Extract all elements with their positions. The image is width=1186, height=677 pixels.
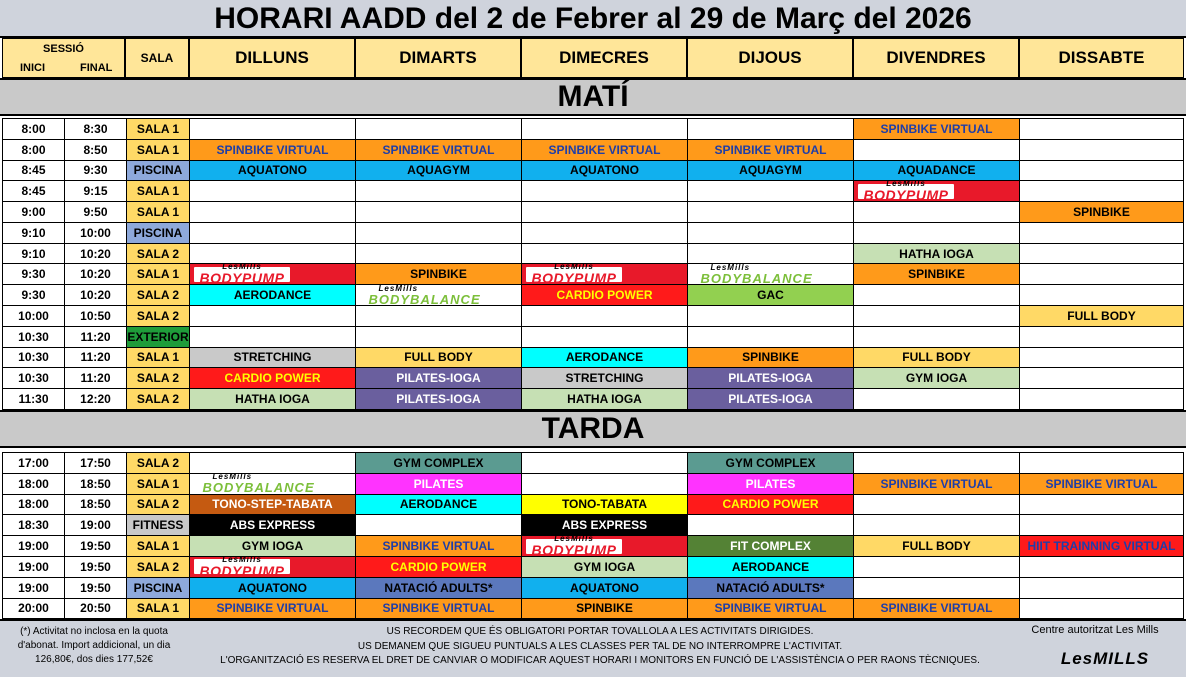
class-slot: SPINBIKE VIRTUAL bbox=[521, 139, 688, 161]
room-cell: SALA 1 bbox=[126, 347, 190, 369]
empty-slot bbox=[1019, 263, 1184, 285]
class-slot: SPINBIKE VIRTUAL bbox=[189, 598, 356, 620]
end-time: 19:50 bbox=[64, 556, 127, 578]
class-slot: PILATES-IOGA bbox=[355, 388, 522, 410]
start-time: 10:30 bbox=[2, 347, 65, 369]
empty-slot bbox=[355, 243, 522, 265]
start-time: 19:00 bbox=[2, 577, 65, 599]
empty-slot bbox=[1019, 326, 1184, 348]
class-slot: CARDIO POWER bbox=[355, 556, 522, 578]
room-cell: PISCINA bbox=[126, 577, 190, 599]
footer-notice-line: US DEMANEM QUE SIGUEU PUNTUALS A LES CLASSES PER TAL DE NO INTERROMPRE L'ACTIVITAT. bbox=[357, 640, 843, 652]
empty-slot bbox=[521, 305, 688, 327]
morning-row bbox=[2, 243, 1184, 265]
empty-slot bbox=[521, 326, 688, 348]
class-slot: GYM IOGA bbox=[521, 556, 688, 578]
class-slot-bodypump bbox=[189, 556, 356, 578]
morning-row bbox=[2, 367, 1184, 389]
room-cell: SALA 1 bbox=[126, 598, 190, 620]
morning-section-label: MATÍ bbox=[0, 78, 1186, 116]
class-slot: GYM IOGA bbox=[853, 367, 1020, 389]
room-cell: SALA 1 bbox=[126, 535, 190, 557]
start-time: 8:00 bbox=[2, 139, 65, 161]
empty-slot bbox=[189, 118, 356, 140]
room-cell: SALA 1 bbox=[126, 180, 190, 202]
room-cell: SALA 1 bbox=[126, 118, 190, 140]
class-slot: AERODANCE bbox=[521, 347, 688, 369]
start-time: 9:00 bbox=[2, 201, 65, 223]
empty-slot bbox=[1019, 222, 1184, 244]
empty-slot bbox=[1019, 598, 1184, 620]
empty-slot bbox=[521, 201, 688, 223]
class-slot: PILATES-IOGA bbox=[355, 367, 522, 389]
authorized-center-text: Centre autoritzat Les Mills bbox=[1031, 624, 1159, 636]
room-cell: SALA 1 bbox=[126, 201, 190, 223]
empty-slot bbox=[853, 577, 1020, 599]
morning-row bbox=[2, 284, 1184, 306]
afternoon-row bbox=[2, 473, 1184, 495]
class-slot: TONO-STEP-TABATA bbox=[189, 494, 356, 516]
footer-notices bbox=[190, 625, 1010, 669]
empty-slot bbox=[189, 201, 356, 223]
footer-note-line: d'abonat. Import addicional, un dia bbox=[17, 640, 171, 651]
bodybalance-logo bbox=[701, 264, 841, 285]
day-header-dijous: DIJOUS bbox=[687, 38, 853, 78]
class-slot-bodypump bbox=[521, 263, 688, 285]
class-slot: NATACIÓ ADULTS* bbox=[687, 577, 854, 599]
empty-slot bbox=[687, 326, 854, 348]
afternoon-row bbox=[2, 556, 1184, 578]
start-time: 18:00 bbox=[2, 494, 65, 516]
empty-slot bbox=[1019, 118, 1184, 140]
class-slot-bodypump bbox=[853, 180, 1020, 202]
class-slot: SPINBIKE VIRTUAL bbox=[853, 598, 1020, 620]
class-slot: FULL BODY bbox=[1019, 305, 1184, 327]
empty-slot bbox=[521, 473, 688, 495]
logo-program-text: BODYPUMP bbox=[531, 542, 617, 557]
class-slot: FIT COMPLEX bbox=[687, 535, 854, 557]
end-time: 11:20 bbox=[64, 347, 127, 369]
afternoon-row bbox=[2, 452, 1184, 474]
morning-row bbox=[2, 201, 1184, 223]
start-time: 9:30 bbox=[2, 284, 65, 306]
afternoon-section-label: TARDA bbox=[0, 410, 1186, 448]
empty-slot bbox=[853, 201, 1020, 223]
empty-slot bbox=[853, 388, 1020, 410]
empty-slot bbox=[687, 118, 854, 140]
bodypump-logo bbox=[194, 556, 290, 578]
class-slot: PILATES bbox=[355, 473, 522, 495]
afternoon-row bbox=[2, 535, 1184, 557]
empty-slot bbox=[687, 180, 854, 202]
class-slot: SPINBIKE VIRTUAL bbox=[355, 535, 522, 557]
start-time: 19:00 bbox=[2, 535, 65, 557]
room-cell: EXTERIOR bbox=[126, 326, 190, 348]
bodybalance-logo bbox=[203, 473, 343, 494]
start-time: 9:10 bbox=[2, 222, 65, 244]
class-slot: HATHA IOGA bbox=[521, 388, 688, 410]
empty-slot bbox=[521, 180, 688, 202]
afternoon-row bbox=[2, 494, 1184, 516]
empty-slot bbox=[189, 222, 356, 244]
empty-slot bbox=[1019, 180, 1184, 202]
end-time: 9:30 bbox=[64, 160, 127, 182]
empty-slot bbox=[1019, 388, 1184, 410]
end-time: 10:00 bbox=[64, 222, 127, 244]
class-slot: TONO-TABATA bbox=[521, 494, 688, 516]
bodypump-logo bbox=[526, 535, 622, 557]
class-slot: AQUAGYM bbox=[355, 160, 522, 182]
class-slot: GYM COMPLEX bbox=[687, 452, 854, 474]
empty-slot bbox=[355, 118, 522, 140]
room-cell: SALA 2 bbox=[126, 367, 190, 389]
class-slot: ABS EXPRESS bbox=[189, 514, 356, 536]
day-header-dissabte: DISSABTE bbox=[1019, 38, 1184, 78]
start-time: 20:00 bbox=[2, 598, 65, 620]
class-slot: STRETCHING bbox=[189, 347, 356, 369]
room-cell: SALA 1 bbox=[126, 139, 190, 161]
morning-row bbox=[2, 160, 1184, 182]
end-time: 20:50 bbox=[64, 598, 127, 620]
class-slot: AQUATONO bbox=[521, 160, 688, 182]
afternoon-row bbox=[2, 598, 1184, 620]
day-header-dilluns: DILLUNS bbox=[189, 38, 355, 78]
morning-row bbox=[2, 388, 1184, 410]
morning-row bbox=[2, 118, 1184, 140]
class-slot: CARDIO POWER bbox=[687, 494, 854, 516]
class-slot: SPINBIKE VIRTUAL bbox=[687, 139, 854, 161]
empty-slot bbox=[687, 305, 854, 327]
class-slot: SPINBIKE VIRTUAL bbox=[853, 473, 1020, 495]
end-time: 9:15 bbox=[64, 180, 127, 202]
start-time: 9:30 bbox=[2, 263, 65, 285]
bodypump-logo bbox=[526, 263, 622, 286]
footer-note bbox=[4, 625, 184, 667]
room-cell: SALA 2 bbox=[126, 452, 190, 474]
logo-brand-text: LesMills bbox=[378, 284, 419, 293]
morning-row bbox=[2, 326, 1184, 348]
class-slot-bodypump bbox=[521, 535, 688, 557]
start-time: 10:30 bbox=[2, 326, 65, 348]
empty-slot bbox=[687, 514, 854, 536]
lesmills-logo: LesMILLS bbox=[1060, 649, 1150, 668]
logo-brand-text: LesMills bbox=[886, 180, 926, 189]
start-time: 18:00 bbox=[2, 473, 65, 495]
class-slot: AQUATONO bbox=[521, 577, 688, 599]
empty-slot bbox=[853, 305, 1020, 327]
footer-note-line: 126,80€, dos dies 177,52€ bbox=[35, 654, 153, 665]
class-slot: SPINBIKE VIRTUAL bbox=[355, 139, 522, 161]
end-time: 12:20 bbox=[64, 388, 127, 410]
class-slot: AERODANCE bbox=[189, 284, 356, 306]
end-time: 8:30 bbox=[64, 118, 127, 140]
class-slot: GYM IOGA bbox=[189, 535, 356, 557]
empty-slot bbox=[687, 243, 854, 265]
room-cell: SALA 2 bbox=[126, 556, 190, 578]
start-time: 8:45 bbox=[2, 180, 65, 202]
empty-slot bbox=[853, 284, 1020, 306]
class-slot: SPINBIKE bbox=[687, 347, 854, 369]
class-slot: SPINBIKE VIRTUAL bbox=[1019, 473, 1184, 495]
empty-slot bbox=[853, 556, 1020, 578]
logo-program-text: BODYPUMP bbox=[531, 270, 617, 286]
end-time: 11:20 bbox=[64, 367, 127, 389]
end-time: 19:50 bbox=[64, 535, 127, 557]
logo-brand-text: LesMills bbox=[212, 472, 253, 482]
empty-slot bbox=[1019, 514, 1184, 536]
empty-slot bbox=[1019, 284, 1184, 306]
class-slot: FULL BODY bbox=[355, 347, 522, 369]
empty-slot bbox=[853, 452, 1020, 474]
start-time: 9:10 bbox=[2, 243, 65, 265]
end-time: 10:20 bbox=[64, 263, 127, 285]
empty-slot bbox=[1019, 367, 1184, 389]
bodypump-logo bbox=[194, 263, 290, 286]
logo-program-text: BODYBALANCE bbox=[700, 270, 813, 286]
afternoon-row bbox=[2, 514, 1184, 536]
end-time: 19:50 bbox=[64, 577, 127, 599]
room-cell: SALA 2 bbox=[126, 388, 190, 410]
empty-slot bbox=[355, 305, 522, 327]
class-slot: FULL BODY bbox=[853, 535, 1020, 557]
empty-slot bbox=[853, 514, 1020, 536]
session-header bbox=[2, 38, 125, 78]
bodypump-logo bbox=[858, 180, 954, 203]
class-slot: CARDIO POWER bbox=[189, 367, 356, 389]
class-slot: AERODANCE bbox=[687, 556, 854, 578]
class-slot: PILATES bbox=[687, 473, 854, 495]
class-slot: GYM COMPLEX bbox=[355, 452, 522, 474]
end-time: 11:20 bbox=[64, 326, 127, 348]
start-time: 18:30 bbox=[2, 514, 65, 536]
class-slot: SPINBIKE bbox=[853, 263, 1020, 285]
end-time: 9:50 bbox=[64, 201, 127, 223]
footer bbox=[0, 619, 1186, 677]
logo-program-text: BODYPUMP bbox=[863, 187, 949, 203]
start-time: 17:00 bbox=[2, 452, 65, 474]
bodybalance-logo bbox=[369, 285, 509, 306]
empty-slot bbox=[189, 305, 356, 327]
logo-brand-text: LesMills bbox=[222, 556, 262, 564]
empty-slot bbox=[521, 243, 688, 265]
room-cell: SALA 2 bbox=[126, 284, 190, 306]
empty-slot bbox=[1019, 347, 1184, 369]
class-slot: PILATES-IOGA bbox=[687, 388, 854, 410]
class-slot: SPINBIKE bbox=[521, 598, 688, 620]
end-time: 17:50 bbox=[64, 452, 127, 474]
class-slot: SPINBIKE VIRTUAL bbox=[687, 598, 854, 620]
class-slot-bodypump bbox=[189, 263, 356, 285]
morning-row bbox=[2, 347, 1184, 369]
end-time: 18:50 bbox=[64, 473, 127, 495]
empty-slot bbox=[853, 222, 1020, 244]
class-slot-bodybalance bbox=[687, 263, 854, 285]
class-slot: SPINBIKE VIRTUAL bbox=[189, 139, 356, 161]
class-slot: SPINBIKE bbox=[355, 263, 522, 285]
room-cell: SALA 1 bbox=[126, 263, 190, 285]
room-cell: FITNESS bbox=[126, 514, 190, 536]
start-time: 19:00 bbox=[2, 556, 65, 578]
empty-slot bbox=[1019, 556, 1184, 578]
class-slot: CARDIO POWER bbox=[521, 284, 688, 306]
class-slot: AQUADANCE bbox=[853, 160, 1020, 182]
class-slot: ABS EXPRESS bbox=[521, 514, 688, 536]
class-slot: AERODANCE bbox=[355, 494, 522, 516]
empty-slot bbox=[355, 201, 522, 223]
logo-program-text: BODYPUMP bbox=[199, 562, 285, 578]
start-time: 11:30 bbox=[2, 388, 65, 410]
logo-program-text: BODYBALANCE bbox=[368, 291, 481, 306]
end-time: 8:50 bbox=[64, 139, 127, 161]
class-slot: AQUAGYM bbox=[687, 160, 854, 182]
room-cell: SALA 2 bbox=[126, 494, 190, 516]
class-slot-bodybalance bbox=[355, 284, 522, 306]
empty-slot bbox=[355, 222, 522, 244]
room-cell: PISCINA bbox=[126, 222, 190, 244]
end-time: 10:20 bbox=[64, 243, 127, 265]
logo-brand-text: LesMills bbox=[554, 535, 594, 544]
empty-slot bbox=[189, 180, 356, 202]
room-header: SALA bbox=[125, 38, 189, 78]
empty-slot bbox=[1019, 494, 1184, 516]
empty-slot bbox=[853, 139, 1020, 161]
empty-slot bbox=[189, 243, 356, 265]
empty-slot bbox=[1019, 577, 1184, 599]
logo-program-text: BODYPUMP bbox=[199, 270, 285, 286]
logo-brand-text: LesMills bbox=[710, 263, 751, 272]
end-time: 18:50 bbox=[64, 494, 127, 516]
day-header-divendres: DIVENDRES bbox=[853, 38, 1019, 78]
footer-notice-line: L'ORGANITZACIÓ ES RESERVA EL DRET DE CANVIAR O MODIFICAR AQUEST HORARI I MONITORS EN FUNCIÓ DE L'ASSISTÈNCIA O PER RAONS TÈCNIQUES. bbox=[220, 655, 980, 666]
start-label: INICI bbox=[20, 62, 46, 74]
class-slot: STRETCHING bbox=[521, 367, 688, 389]
room-cell: SALA 2 bbox=[126, 305, 190, 327]
empty-slot bbox=[1019, 139, 1184, 161]
empty-slot bbox=[189, 326, 356, 348]
end-time: 19:00 bbox=[64, 514, 127, 536]
class-slot: SPINBIKE bbox=[1019, 201, 1184, 223]
end-time: 10:50 bbox=[64, 305, 127, 327]
room-cell: SALA 2 bbox=[126, 243, 190, 265]
empty-slot bbox=[189, 452, 356, 474]
footer-notice-line: US RECORDEM QUE ÉS OBLIGATORI PORTAR TOVALLOLA A LES ACTIVITATS DIRIGIDES. bbox=[386, 626, 814, 637]
logo-brand-text: LesMills bbox=[554, 263, 594, 272]
empty-slot bbox=[355, 514, 522, 536]
footer-note-line: (*) Activitat no inclosa en la quota bbox=[20, 626, 168, 637]
morning-row bbox=[2, 263, 1184, 285]
empty-slot bbox=[521, 222, 688, 244]
day-header-dimecres: DIMECRES bbox=[521, 38, 687, 78]
empty-slot bbox=[1019, 452, 1184, 474]
class-slot: PILATES-IOGA bbox=[687, 367, 854, 389]
class-slot: HIIT TRAINNING VIRTUAL bbox=[1019, 535, 1184, 557]
room-cell: PISCINA bbox=[126, 160, 190, 182]
empty-slot bbox=[521, 452, 688, 474]
day-header-dimarts: DIMARTS bbox=[355, 38, 521, 78]
start-time: 10:00 bbox=[2, 305, 65, 327]
empty-slot bbox=[1019, 243, 1184, 265]
empty-slot bbox=[1019, 160, 1184, 182]
empty-slot bbox=[355, 180, 522, 202]
empty-slot bbox=[355, 326, 522, 348]
class-slot: HATHA IOGA bbox=[189, 388, 356, 410]
empty-slot bbox=[853, 494, 1020, 516]
class-slot: FULL BODY bbox=[853, 347, 1020, 369]
empty-slot bbox=[853, 326, 1020, 348]
start-time: 8:00 bbox=[2, 118, 65, 140]
class-slot: HATHA IOGA bbox=[853, 243, 1020, 265]
afternoon-row bbox=[2, 577, 1184, 599]
class-slot: AQUATONO bbox=[189, 160, 356, 182]
empty-slot bbox=[521, 118, 688, 140]
morning-row bbox=[2, 222, 1184, 244]
end-time: 10:20 bbox=[64, 284, 127, 306]
class-slot: SPINBIKE VIRTUAL bbox=[853, 118, 1020, 140]
schedule-title: HORARI AADD del 2 de Febrer al 29 de Març del 2026 bbox=[0, 0, 1186, 38]
morning-row bbox=[2, 305, 1184, 327]
empty-slot bbox=[687, 222, 854, 244]
class-slot: NATACIÓ ADULTS* bbox=[355, 577, 522, 599]
class-slot: GAC bbox=[687, 284, 854, 306]
logo-brand-text: LesMills bbox=[222, 263, 262, 272]
class-slot-bodybalance bbox=[189, 473, 356, 495]
end-label: FINAL bbox=[80, 62, 113, 74]
empty-slot bbox=[687, 201, 854, 223]
room-cell: SALA 1 bbox=[126, 473, 190, 495]
session-label: SESSIÓ bbox=[43, 43, 84, 55]
morning-row bbox=[2, 180, 1184, 202]
logo-program-text: BODYBALANCE bbox=[202, 480, 315, 495]
start-time: 8:45 bbox=[2, 160, 65, 182]
class-slot: AQUATONO bbox=[189, 577, 356, 599]
start-time: 10:30 bbox=[2, 367, 65, 389]
class-slot: SPINBIKE VIRTUAL bbox=[355, 598, 522, 620]
morning-row bbox=[2, 139, 1184, 161]
